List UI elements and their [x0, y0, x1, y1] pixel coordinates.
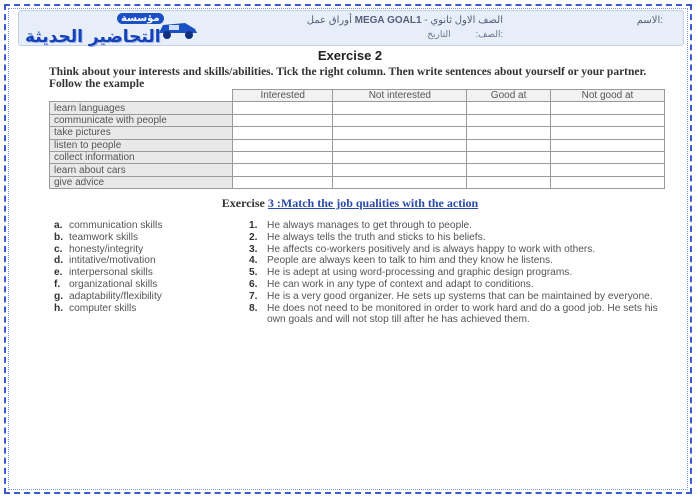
header-subline: [427, 29, 503, 40]
quality-text: honesty/integrity: [69, 243, 144, 255]
list-item: [249, 291, 659, 303]
action-number: 4.: [249, 255, 258, 267]
row-label: give advice: [50, 176, 233, 188]
list-item: [54, 291, 162, 303]
quality-text: interpersonal skills: [69, 267, 153, 279]
list-item: [54, 232, 162, 244]
tick-cell[interactable]: [233, 151, 333, 163]
table-row: [50, 139, 665, 151]
action-number: 7.: [249, 290, 258, 302]
list-item: [249, 244, 659, 256]
exercise3-title-prefix: Exercise: [221, 196, 268, 210]
tick-cell[interactable]: [467, 102, 551, 114]
interests-table: [49, 89, 665, 189]
action-number: 5.: [249, 267, 258, 279]
tick-cell[interactable]: [333, 102, 467, 114]
list-item: [54, 244, 162, 256]
header-title: [307, 15, 503, 26]
tick-cell[interactable]: [467, 151, 551, 163]
list-item: [249, 220, 659, 232]
quality-text: adaptability/flexibility: [69, 290, 162, 302]
table-row: [50, 164, 665, 176]
table-corner: [50, 90, 233, 102]
tick-cell[interactable]: [467, 164, 551, 176]
quality-text: communication skills: [69, 220, 163, 231]
action-number: 3.: [249, 243, 258, 255]
worksheet-header: [18, 10, 684, 46]
col-not-interested: Not interested: [333, 90, 467, 102]
tick-cell[interactable]: [233, 127, 333, 139]
quality-text: teamwork skills: [69, 231, 139, 243]
quality-key: f.: [54, 278, 61, 290]
tick-cell[interactable]: [550, 176, 664, 188]
row-label: communicate with people: [50, 114, 233, 126]
table-row: [50, 102, 665, 114]
tick-cell[interactable]: [550, 102, 664, 114]
tick-cell[interactable]: [467, 114, 551, 126]
tick-cell[interactable]: [550, 139, 664, 151]
action-text: He does not need to be monitored in order to work hard and do a good job. He sets his own goals and will not stop till after he has achieved them.: [267, 302, 658, 326]
quality-key: b.: [54, 231, 64, 243]
tick-cell[interactable]: [333, 139, 467, 151]
list-item: [54, 303, 162, 315]
table-header-row: [50, 90, 665, 102]
table-row: [50, 176, 665, 188]
tick-cell[interactable]: [333, 176, 467, 188]
list-item: [249, 279, 659, 291]
tick-cell[interactable]: [233, 114, 333, 126]
tick-cell[interactable]: [233, 139, 333, 151]
header-course: MEGA GOAL1: [354, 15, 422, 26]
tick-cell[interactable]: [233, 102, 333, 114]
list-item: [54, 220, 162, 232]
tick-cell[interactable]: [233, 176, 333, 188]
quality-key: e.: [54, 267, 63, 279]
action-number: 6.: [249, 278, 258, 290]
action-number: 1.: [249, 220, 258, 231]
row-label: listen to people: [50, 139, 233, 151]
exercise2-title: Exercise 2: [317, 48, 383, 63]
quality-text: organizational skills: [69, 278, 158, 290]
tick-cell[interactable]: [333, 151, 467, 163]
exercise3-title-link: 3 :Match the job qualities with the action: [267, 196, 479, 210]
tick-cell[interactable]: [233, 164, 333, 176]
row-label: learn languages: [50, 102, 233, 114]
table-row: [50, 127, 665, 139]
tick-cell[interactable]: [467, 139, 551, 151]
list-item: [54, 267, 162, 279]
tick-cell[interactable]: [550, 164, 664, 176]
logo-main-label: التحاضير الحديثة: [25, 27, 161, 47]
header-class-label: الصف:: [475, 29, 501, 39]
tick-cell[interactable]: [550, 114, 664, 126]
exercise2-instructions: Think about your interests and skills/abilities. Tick the right column. Then write sentences about yourself or your partner. Follow the example: [49, 66, 647, 90]
logo-org-label: مؤسسة: [117, 13, 164, 24]
logo: [25, 13, 195, 53]
qualities-list: [54, 220, 162, 314]
quality-text: computer skills: [69, 302, 137, 314]
quality-key: c.: [54, 243, 63, 255]
col-good-at: Good at: [467, 90, 551, 102]
tick-cell[interactable]: [333, 164, 467, 176]
list-item: [54, 279, 162, 291]
car-icon: [155, 15, 201, 41]
action-text: People are always keen to talk to him and they know he listens.: [267, 255, 553, 267]
list-item: [54, 255, 162, 267]
action-text: He is a very good organizer. He sets up systems that can be maintained by everyone.: [267, 290, 653, 302]
quality-key: d.: [54, 255, 64, 267]
action-text: He always manages to get through to people.: [267, 220, 473, 231]
table-row: [50, 114, 665, 126]
quality-text: intitative/motivation: [69, 255, 156, 267]
action-number: 8.: [249, 302, 258, 314]
action-text: He can work in any type of context and adapt to conditions.: [267, 278, 534, 290]
action-text: He is adept at using word-processing and graphic design programs.: [267, 267, 573, 279]
header-grade: - الصف الاول ثانوي: [424, 15, 503, 26]
exercise3-title: [0, 196, 700, 211]
tick-cell[interactable]: [333, 127, 467, 139]
row-label: collect information: [50, 151, 233, 163]
quality-key: h.: [54, 302, 64, 314]
list-item: [249, 267, 659, 279]
row-label: learn about cars: [50, 164, 233, 176]
col-interested: Interested: [233, 90, 333, 102]
actions-list: [249, 220, 659, 326]
list-item: [249, 232, 659, 244]
header-date-label: التاريخ:: [427, 29, 503, 39]
action-number: 2.: [249, 231, 258, 243]
row-label: take pictures: [50, 127, 233, 139]
tick-cell[interactable]: [550, 151, 664, 163]
action-text: He affects co-workers positively and is always happy to work with others.: [267, 243, 596, 255]
list-item: [249, 255, 659, 267]
table-row: [50, 151, 665, 163]
action-text: He always tells the truth and sticks to his beliefs.: [267, 231, 486, 243]
tick-cell[interactable]: [333, 114, 467, 126]
header-worksheet: أوراق عمل: [306, 15, 352, 26]
tick-cell[interactable]: [467, 127, 551, 139]
tick-cell[interactable]: [550, 127, 664, 139]
tick-cell[interactable]: [467, 176, 551, 188]
quality-key: g.: [54, 290, 64, 302]
list-item: [249, 303, 659, 327]
header-name-label: الاسم:: [636, 15, 663, 26]
quality-key: a.: [54, 220, 63, 231]
col-not-good-at: Not good at: [550, 90, 664, 102]
